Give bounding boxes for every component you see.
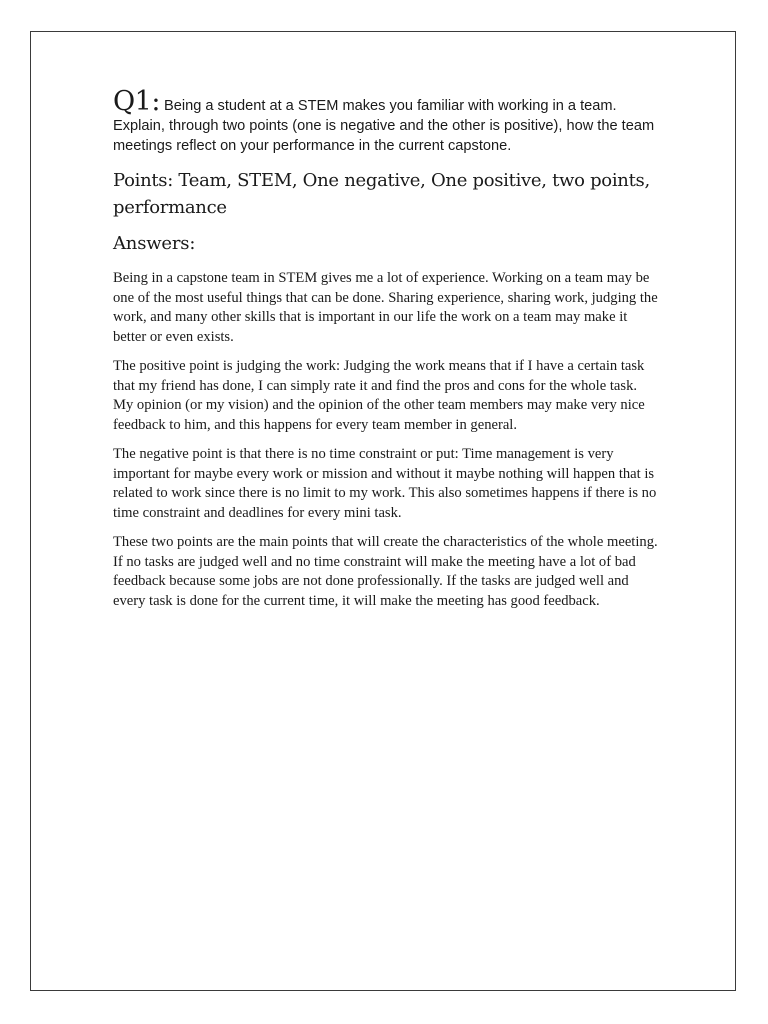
question	[113, 86, 658, 156]
answer-paragraph-3: The negative point is that there is no time constraint or put: Time management is very important for maybe every work or mission and without it maybe nothing will happen that is related to work since there is no limit to my work. This also sometimes happens if there is no time constraint and deadlines for every mini task.	[113, 446, 657, 521]
answers-heading: Answers:	[113, 233, 196, 254]
question-text: Being a student at a STEM makes you familiar with working in a team. Explain, through two points (one is negative and the other is positive), how the team meetings reflect on your performance in the current capstone.	[113, 98, 655, 154]
answer-paragraph-1: Being in a capstone team in STEM gives me a lot of experience. Working on a team may be one of the most useful things that can be done. Sharing experience, sharing work, judging the work, and many other skills that is important in our life the work on a team may make it better or even exists.	[113, 270, 658, 345]
answer-paragraph-4: These two points are the main points that will create the characteristics of the whole meeting. If no tasks are judged well and no time constraint will make the meeting have a lot of bad feedback because some jobs are not done professionally. If the tasks are judged well and every task is done for the current time, it will make the meeting has good feedback.	[113, 534, 658, 609]
points-line: Points: Team, STEM, One negative, One positive, two points, performance	[113, 170, 650, 218]
page-content	[113, 86, 658, 611]
answer-paragraph-2: The positive point is judging the work: Judging the work means that if I have a certain task that my friend has done, I can simply rate it and find the pros and cons for the whole task. My opinion (or my vision) and the opinion of the other team members may make very nice feedback to him, and this happens for every team member in general.	[113, 358, 645, 433]
question-label: Q1:	[113, 86, 160, 117]
document-page	[30, 31, 736, 991]
